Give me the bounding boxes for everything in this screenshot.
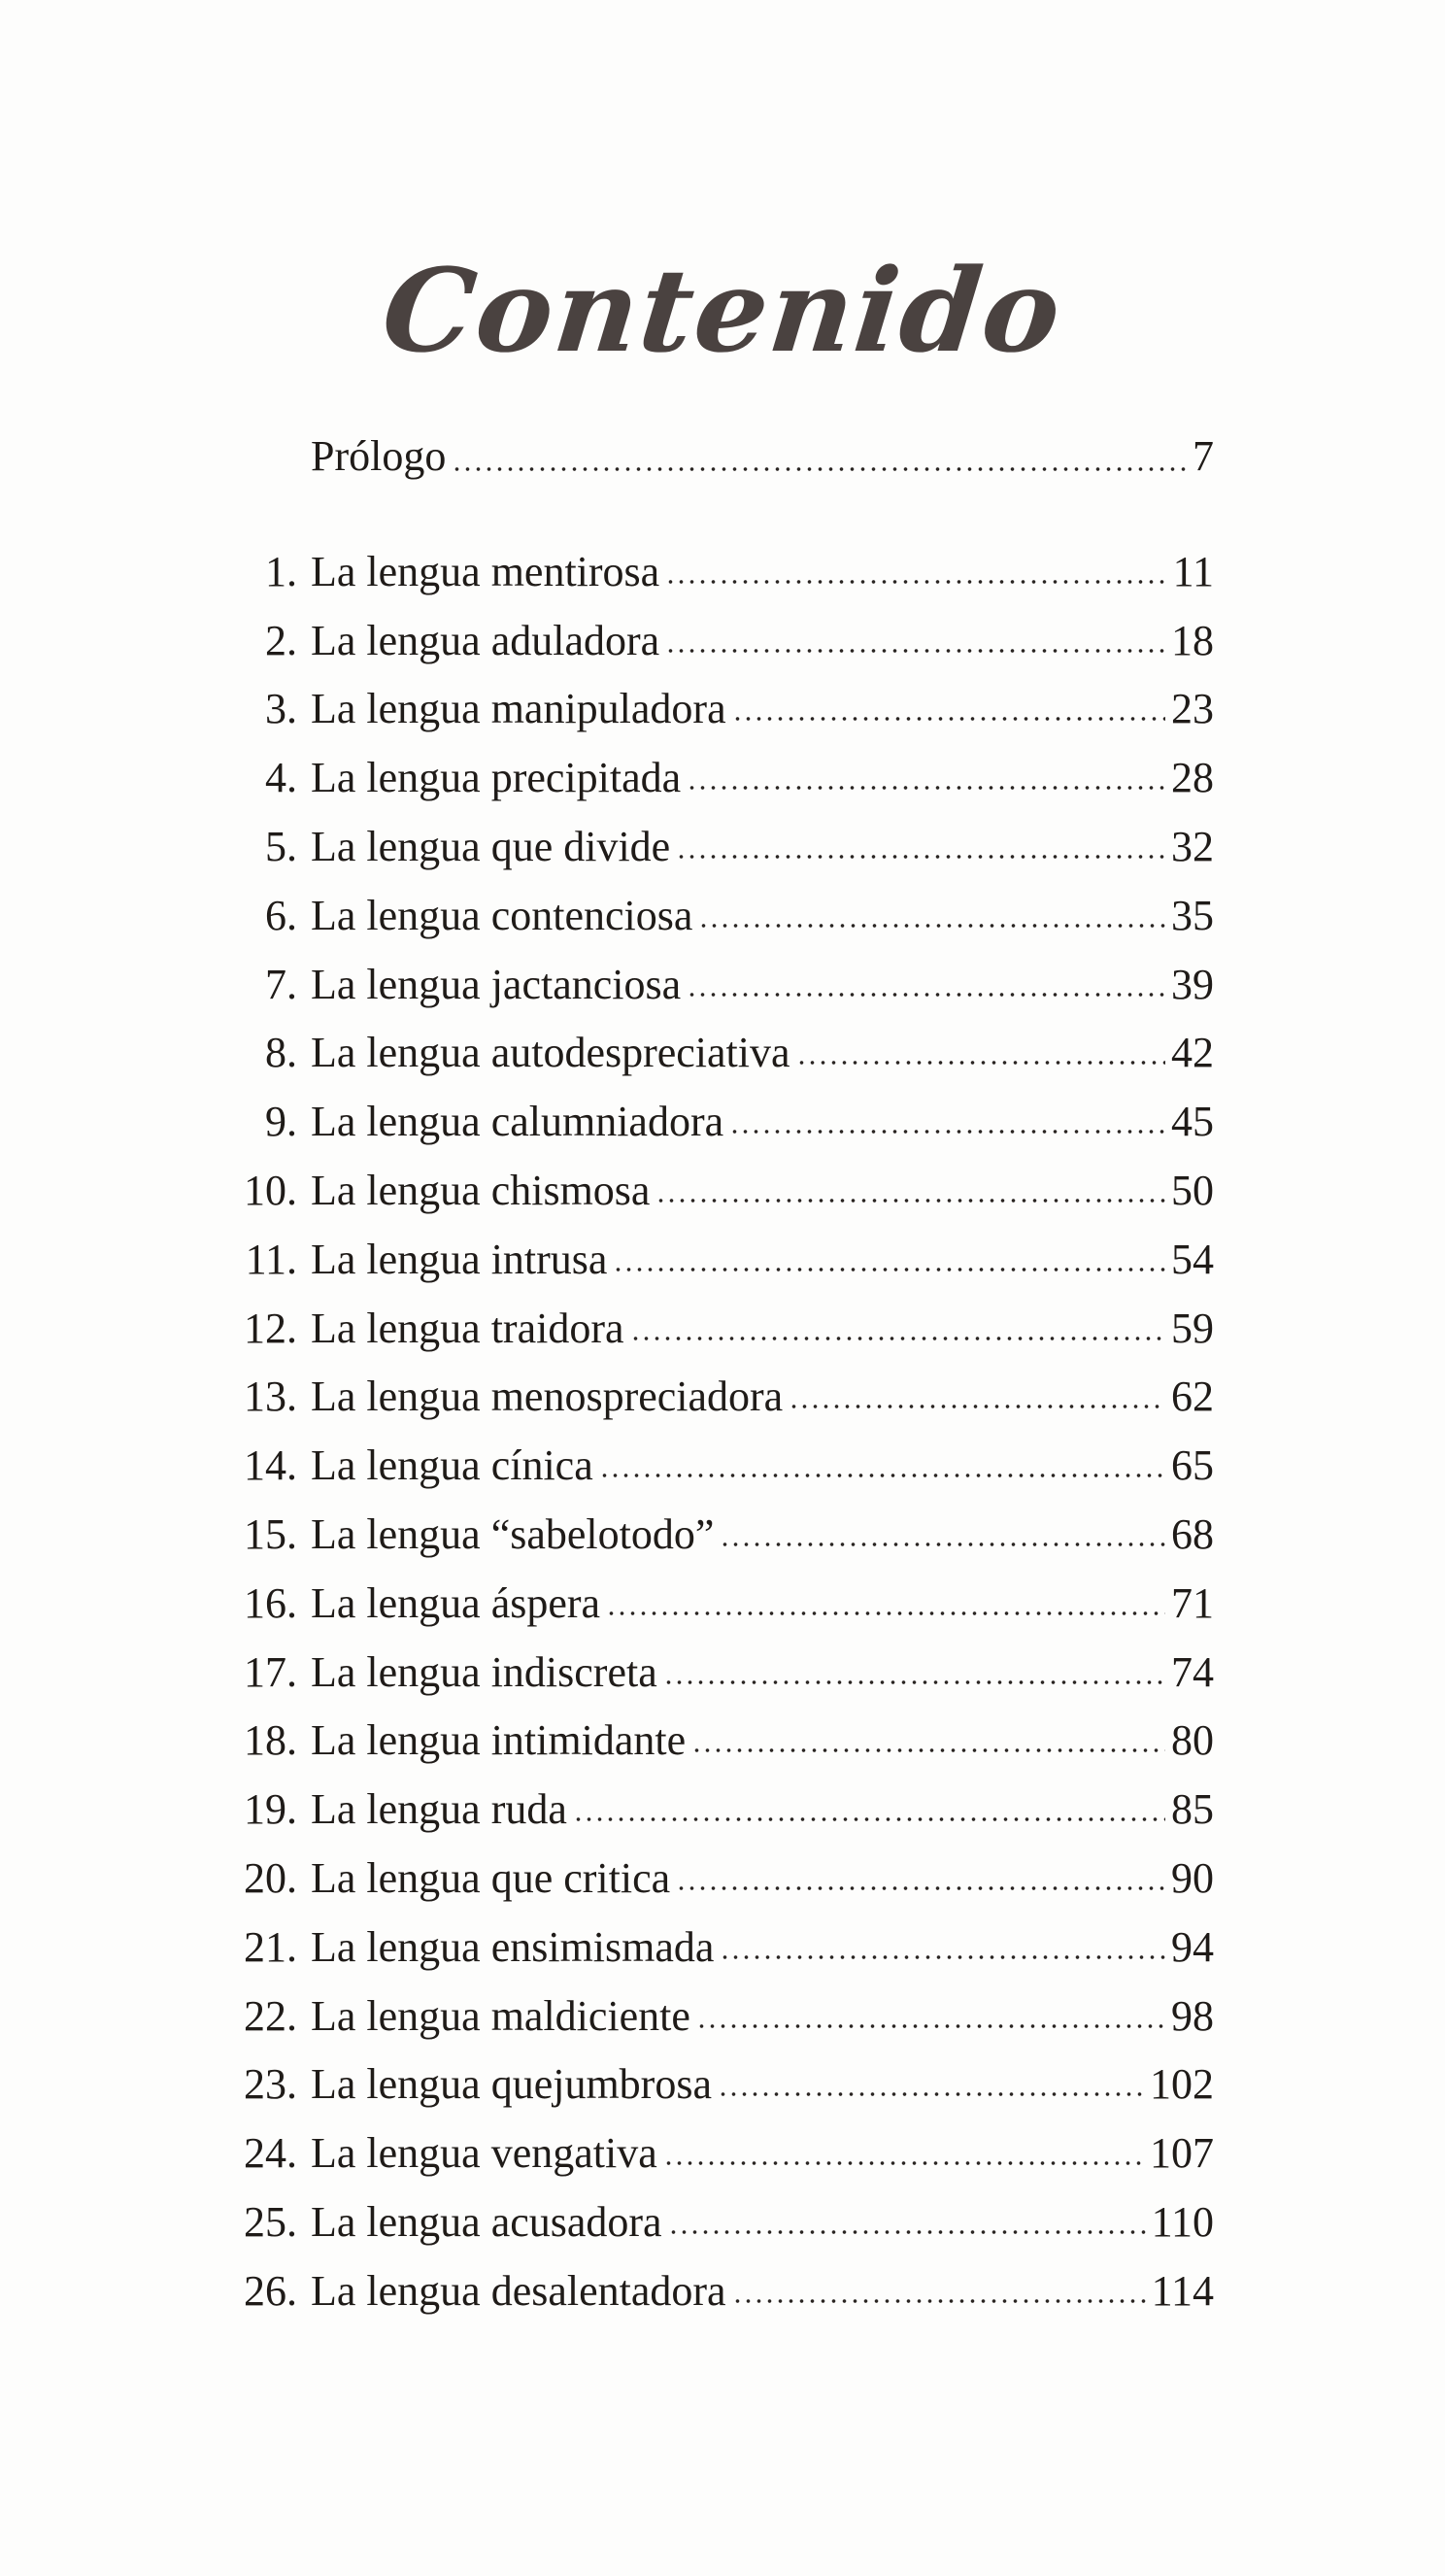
dot-leader (630, 1336, 1165, 1341)
dot-leader (789, 1404, 1165, 1409)
toc-entry-page: 59 (1171, 1304, 1214, 1352)
table-of-contents (194, 525, 1214, 2313)
toc-entry-number: 20. (244, 1853, 297, 1902)
toc-entry-label: La lengua calumniadora (311, 1098, 724, 1146)
toc-entry (194, 2106, 1214, 2178)
toc-entry-number: 5. (265, 822, 297, 870)
toc-entry-number: 17. (244, 1647, 297, 1696)
toc-entry-label: La lengua contenciosa (311, 891, 693, 939)
toc-entry-page: 85 (1171, 1785, 1214, 1834)
dot-leader (663, 2160, 1144, 2166)
toc-entry (194, 1350, 1214, 1419)
toc-entry-number: 19. (244, 1785, 297, 1834)
toc-entry-page: 18 (1171, 616, 1214, 664)
toc-entry-label: La lengua desalentadora (311, 2266, 726, 2315)
toc-entry-label: La lengua jactanciosa (311, 960, 682, 1008)
toc-entry-number: 15. (244, 1509, 297, 1558)
dot-leader (687, 992, 1165, 998)
toc-entry-page: 50 (1171, 1166, 1214, 1214)
toc-entry-page: 94 (1171, 1922, 1214, 1971)
toc-entry-page: 90 (1171, 1853, 1214, 1902)
toc-entry (194, 2244, 1214, 2313)
toc-entry (194, 1625, 1214, 1694)
toc-entry-page: 107 (1150, 2129, 1214, 2178)
toc-entry-number: 26. (244, 2266, 297, 2315)
toc-entry-number: 22. (244, 1991, 297, 2040)
dot-leader (718, 2091, 1144, 2097)
toc-entry (194, 1212, 1214, 1281)
toc-entry-page: 32 (1171, 822, 1214, 870)
toc-entry-page: 65 (1171, 1441, 1214, 1490)
toc-entry-label: La lengua mentirosa (311, 547, 660, 595)
dot-leader (452, 466, 1187, 472)
toc-entry-page: 68 (1171, 1509, 1214, 1558)
toc-entry (194, 662, 1214, 731)
toc-entry-number: 16. (244, 1578, 297, 1627)
dot-leader (729, 1129, 1165, 1135)
toc-prologue (311, 413, 1214, 481)
toc-entry-number: 25. (244, 2197, 297, 2246)
toc-entry-number: 13. (244, 1373, 297, 1421)
toc-entry-label: La lengua que critica (311, 1853, 671, 1902)
toc-entry-label: La lengua acusadora (311, 2197, 662, 2246)
toc-entry-page: 11 (1172, 547, 1214, 595)
dot-leader (687, 785, 1165, 791)
dot-leader (796, 1060, 1165, 1066)
page-title: Contenido (376, 243, 1069, 378)
toc-entry (194, 1143, 1214, 1212)
toc-entry-number: 12. (244, 1304, 297, 1352)
dot-leader (606, 1610, 1165, 1616)
toc-entry-page: 102 (1150, 2060, 1214, 2109)
toc-entry (194, 730, 1214, 802)
dot-leader (665, 579, 1166, 585)
toc-entry-number: 8. (265, 1029, 297, 1077)
toc-entry (194, 525, 1214, 593)
toc-entry-label: La lengua que divide (311, 822, 671, 870)
dot-leader (668, 2229, 1146, 2235)
toc-entry-label: La lengua “sabelotodo” (311, 1509, 715, 1558)
toc-entry (194, 1969, 1214, 2038)
toc-entry (194, 2038, 1214, 2107)
toc-entry-number: 1. (265, 547, 297, 595)
toc-entry-number: 10. (244, 1166, 297, 1214)
toc-entry-label: La lengua autodespreciativa (311, 1029, 790, 1077)
toc-entry-label: La lengua traidora (311, 1304, 624, 1352)
dot-leader (720, 1542, 1165, 1547)
toc-entry-number: 14. (244, 1441, 297, 1490)
toc-entry-page: 23 (1171, 685, 1214, 733)
toc-entry (194, 1694, 1214, 1763)
toc-entry-label: La lengua quejumbrosa (311, 2060, 712, 2109)
toc-entry-label: La lengua manipuladora (311, 685, 726, 733)
dot-leader (698, 923, 1165, 929)
toc-entry-label: La lengua ruda (311, 1785, 567, 1834)
toc-entry-label: La lengua maldiciente (311, 1991, 690, 2040)
toc-entry-page: 39 (1171, 960, 1214, 1008)
toc-entry-label: La lengua ensimismada (311, 1922, 715, 1971)
toc-entry-label: La lengua indiscreta (311, 1647, 657, 1696)
toc-entry (194, 1074, 1214, 1146)
toc-entry (194, 1831, 1214, 1900)
dot-leader (732, 716, 1165, 722)
toc-entry-number: 11. (245, 1235, 297, 1283)
toc-entry-number: 21. (244, 1922, 297, 1971)
toc-entry-number: 2. (265, 616, 297, 664)
toc-entry-page: 71 (1171, 1578, 1214, 1627)
toc-entry-page: 54 (1171, 1235, 1214, 1283)
toc-entry-number: 7. (265, 960, 297, 1008)
dot-leader (599, 1473, 1165, 1478)
dot-leader (613, 1267, 1165, 1272)
dot-leader (732, 2298, 1146, 2304)
toc-entry-number: 18. (244, 1716, 297, 1765)
toc-entry-label: La lengua vengativa (311, 2129, 657, 2178)
toc-entry-page: 28 (1171, 754, 1214, 802)
toc-entry (194, 1418, 1214, 1490)
dot-leader (696, 2023, 1165, 2029)
toc-entry-page: 74 (1171, 1647, 1214, 1696)
toc-entry-number: 24. (244, 2129, 297, 2178)
toc-entry-label: La lengua aduladora (311, 616, 660, 664)
toc-entry (194, 1006, 1214, 1075)
toc-entry-page: 110 (1151, 2197, 1214, 2246)
toc-entry (194, 937, 1214, 1006)
dot-leader (573, 1816, 1165, 1822)
toc-entry-label: La lengua cínica (311, 1441, 593, 1490)
toc-entry (194, 1762, 1214, 1834)
dot-leader (691, 1747, 1165, 1753)
toc-entry (194, 1556, 1214, 1625)
toc-entry-page: 62 (1171, 1373, 1214, 1421)
toc-entry (194, 1487, 1214, 1556)
toc-entry-page: 45 (1171, 1098, 1214, 1146)
dot-leader (676, 1885, 1165, 1891)
toc-entry-label: La lengua chismosa (311, 1166, 651, 1214)
dot-leader (655, 1198, 1165, 1203)
toc-entry (194, 1900, 1214, 1969)
toc-prologue-label: Prólogo (311, 432, 447, 480)
dot-leader (663, 1679, 1165, 1685)
toc-entry-number: 4. (265, 754, 297, 802)
toc-entry-page: 114 (1151, 2266, 1214, 2315)
toc-entry (194, 799, 1214, 868)
toc-entry-number: 9. (265, 1098, 297, 1146)
toc-entry-label: La lengua precipitada (311, 754, 682, 802)
toc-entry (194, 2175, 1214, 2244)
toc-entry-number: 6. (265, 891, 297, 939)
toc-entry (194, 1281, 1214, 1350)
toc-entry-label: La lengua áspera (311, 1578, 601, 1627)
dot-leader (676, 854, 1165, 860)
toc-entry-page: 42 (1171, 1029, 1214, 1077)
toc-entry-page: 98 (1171, 1991, 1214, 2040)
toc-entry (194, 868, 1214, 937)
toc-entry-page: 80 (1171, 1716, 1214, 1765)
toc-entry-label: La lengua intrusa (311, 1235, 608, 1283)
toc-prologue-page: 7 (1193, 432, 1214, 480)
toc-entry-label: La lengua intimidante (311, 1716, 687, 1765)
toc-entry-number: 23. (244, 2060, 297, 2109)
toc-entry (194, 593, 1214, 662)
dot-leader (720, 1954, 1165, 1960)
toc-entry-label: La lengua menospreciadora (311, 1373, 784, 1421)
toc-entry-number: 3. (265, 685, 297, 733)
toc-entry-page: 35 (1171, 891, 1214, 939)
dot-leader (665, 648, 1165, 654)
